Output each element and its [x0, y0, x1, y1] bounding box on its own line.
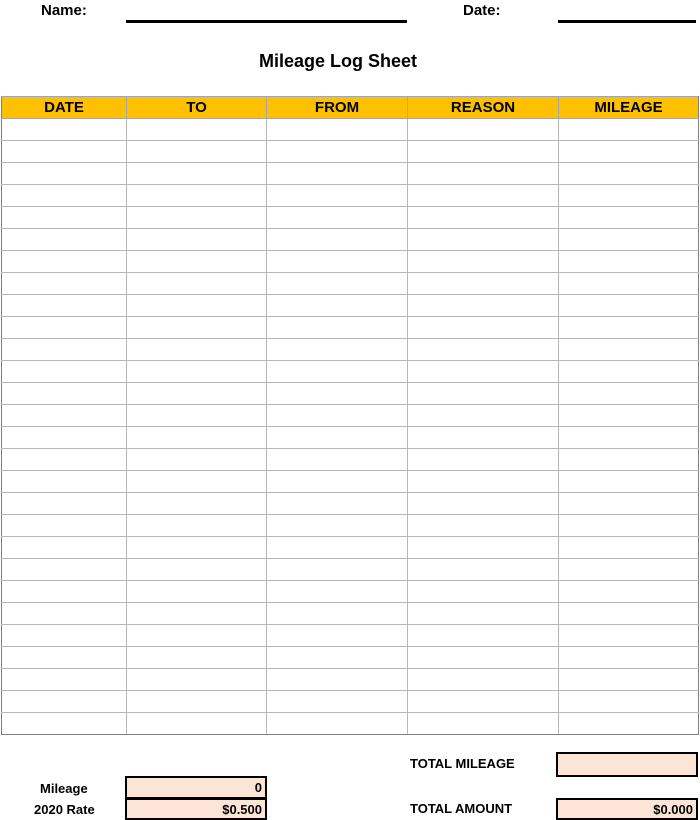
cell-reason[interactable]: [408, 163, 559, 185]
cell-mileage[interactable]: [559, 603, 699, 625]
cell-reason[interactable]: [408, 273, 559, 295]
cell-reason[interactable]: [408, 669, 559, 691]
cell-mileage[interactable]: [559, 317, 699, 339]
cell-date[interactable]: [2, 449, 127, 471]
cell-date[interactable]: [2, 251, 127, 273]
table-row: [2, 493, 699, 515]
cell-reason[interactable]: [408, 559, 559, 581]
cell-mileage[interactable]: [559, 141, 699, 163]
table-header-row: [2, 97, 699, 119]
cell-mileage[interactable]: [559, 229, 699, 251]
cell-to[interactable]: [127, 559, 267, 581]
cell-mileage[interactable]: [559, 449, 699, 471]
table-row: [2, 229, 699, 251]
cell-date[interactable]: [2, 647, 127, 669]
table-row: [2, 251, 699, 273]
cell-reason[interactable]: [408, 229, 559, 251]
cell-to[interactable]: [127, 361, 267, 383]
total-amount-value-cell[interactable]: $0.000: [556, 798, 698, 820]
cell-to[interactable]: [127, 295, 267, 317]
cell-to[interactable]: [127, 119, 267, 141]
date-label: Date:: [463, 2, 501, 19]
cell-reason[interactable]: [408, 141, 559, 163]
cell-to[interactable]: [127, 449, 267, 471]
cell-to[interactable]: [127, 581, 267, 603]
cell-mileage[interactable]: [559, 427, 699, 449]
page-title: Mileage Log Sheet: [258, 51, 418, 71]
cell-from[interactable]: [267, 559, 408, 581]
cell-to[interactable]: [127, 207, 267, 229]
cell-reason[interactable]: [408, 339, 559, 361]
cell-date[interactable]: [2, 405, 127, 427]
table-row: [2, 537, 699, 559]
cell-date[interactable]: [2, 361, 127, 383]
cell-from[interactable]: [267, 251, 408, 273]
table-row: [2, 427, 699, 449]
table-row: [2, 471, 699, 493]
cell-mileage[interactable]: [559, 515, 699, 537]
cell-date[interactable]: [2, 559, 127, 581]
date-field[interactable]: [558, 20, 696, 23]
cell-reason[interactable]: [408, 383, 559, 405]
name-field[interactable]: [126, 20, 407, 23]
cell-mileage[interactable]: [559, 361, 699, 383]
cell-reason[interactable]: [408, 471, 559, 493]
cell-from[interactable]: [267, 163, 408, 185]
cell-from[interactable]: [267, 383, 408, 405]
table-row: [2, 515, 699, 537]
cell-mileage[interactable]: [559, 559, 699, 581]
cell-from[interactable]: [267, 581, 408, 603]
cell-mileage[interactable]: [559, 273, 699, 295]
cell-reason[interactable]: [408, 625, 559, 647]
cell-to[interactable]: [127, 229, 267, 251]
cell-reason[interactable]: [408, 449, 559, 471]
cell-date[interactable]: [2, 383, 127, 405]
rate-value-cell[interactable]: $0.500: [125, 798, 267, 820]
cell-from[interactable]: [267, 537, 408, 559]
cell-mileage[interactable]: [559, 471, 699, 493]
cell-date[interactable]: [2, 515, 127, 537]
cell-reason[interactable]: [408, 713, 559, 735]
cell-reason[interactable]: [408, 581, 559, 603]
table-row: [2, 207, 699, 229]
table-row: [2, 405, 699, 427]
cell-date[interactable]: [2, 669, 127, 691]
cell-to[interactable]: [127, 383, 267, 405]
cell-from[interactable]: [267, 339, 408, 361]
cell-reason[interactable]: [408, 119, 559, 141]
table-row: [2, 317, 699, 339]
cell-reason[interactable]: [408, 405, 559, 427]
cell-to[interactable]: [127, 713, 267, 735]
cell-date[interactable]: [2, 163, 127, 185]
cell-to[interactable]: [127, 691, 267, 713]
cell-from[interactable]: [267, 273, 408, 295]
rate-label: 2020 Rate: [34, 802, 95, 817]
total-mileage-value-cell[interactable]: [556, 752, 698, 777]
cell-from[interactable]: [267, 229, 408, 251]
cell-to[interactable]: [127, 185, 267, 207]
table-row: [2, 669, 699, 691]
total-mileage-label: TOTAL MILEAGE: [410, 756, 515, 771]
cell-from[interactable]: [267, 361, 408, 383]
cell-mileage[interactable]: [559, 581, 699, 603]
cell-to[interactable]: [127, 163, 267, 185]
cell-from[interactable]: [267, 317, 408, 339]
table-row: [2, 625, 699, 647]
cell-date[interactable]: [2, 295, 127, 317]
cell-to[interactable]: [127, 273, 267, 295]
cell-from[interactable]: [267, 119, 408, 141]
cell-from[interactable]: [267, 427, 408, 449]
table-row: [2, 603, 699, 625]
cell-reason[interactable]: [408, 251, 559, 273]
cell-mileage[interactable]: [559, 493, 699, 515]
cell-date[interactable]: [2, 141, 127, 163]
cell-mileage[interactable]: [559, 537, 699, 559]
cell-reason[interactable]: [408, 317, 559, 339]
cell-from[interactable]: [267, 449, 408, 471]
table-row: [2, 185, 699, 207]
cell-to[interactable]: [127, 141, 267, 163]
cell-date[interactable]: [2, 339, 127, 361]
cell-reason[interactable]: [408, 493, 559, 515]
table-row: [2, 449, 699, 471]
column-header-mileage: MILEAGE: [559, 97, 699, 119]
column-header-to: TO: [127, 97, 267, 119]
table-row: [2, 295, 699, 317]
cell-reason[interactable]: [408, 295, 559, 317]
cell-mileage[interactable]: [559, 625, 699, 647]
cell-from[interactable]: [267, 625, 408, 647]
cell-to[interactable]: [127, 669, 267, 691]
cell-date[interactable]: [2, 713, 127, 735]
total-amount-label: TOTAL AMOUNT: [410, 801, 513, 816]
table-row: [2, 141, 699, 163]
cell-date[interactable]: [2, 229, 127, 251]
cell-date[interactable]: [2, 581, 127, 603]
table-row: [2, 163, 699, 185]
cell-mileage[interactable]: [559, 295, 699, 317]
cell-date[interactable]: [2, 537, 127, 559]
cell-to[interactable]: [127, 493, 267, 515]
cell-mileage[interactable]: [559, 163, 699, 185]
cell-mileage[interactable]: [559, 185, 699, 207]
cell-date[interactable]: [2, 207, 127, 229]
cell-date[interactable]: [2, 493, 127, 515]
cell-to[interactable]: [127, 515, 267, 537]
cell-to[interactable]: [127, 251, 267, 273]
cell-reason[interactable]: [408, 647, 559, 669]
table-row: [2, 691, 699, 713]
table-row: [2, 713, 699, 735]
cell-to[interactable]: [127, 405, 267, 427]
cell-from[interactable]: [267, 603, 408, 625]
cell-to[interactable]: [127, 625, 267, 647]
table-row: [2, 647, 699, 669]
cell-to[interactable]: [127, 537, 267, 559]
table-row: [2, 581, 699, 603]
cell-mileage[interactable]: [559, 251, 699, 273]
table-row: [2, 559, 699, 581]
cell-reason[interactable]: [408, 603, 559, 625]
cell-mileage[interactable]: [559, 691, 699, 713]
cell-to[interactable]: [127, 471, 267, 493]
cell-to[interactable]: [127, 339, 267, 361]
column-header-date: DATE: [2, 97, 127, 119]
cell-reason[interactable]: [408, 361, 559, 383]
cell-mileage[interactable]: [559, 713, 699, 735]
cell-from[interactable]: [267, 185, 408, 207]
cell-mileage[interactable]: [559, 669, 699, 691]
cell-date[interactable]: [2, 317, 127, 339]
cell-date[interactable]: [2, 273, 127, 295]
table-row: [2, 383, 699, 405]
cell-mileage[interactable]: [559, 207, 699, 229]
column-header-from: FROM: [267, 97, 408, 119]
cell-from[interactable]: [267, 647, 408, 669]
table-row: [2, 273, 699, 295]
cell-from[interactable]: [267, 713, 408, 735]
cell-from[interactable]: [267, 471, 408, 493]
cell-to[interactable]: [127, 427, 267, 449]
cell-to[interactable]: [127, 647, 267, 669]
cell-date[interactable]: [2, 603, 127, 625]
cell-to[interactable]: [127, 603, 267, 625]
cell-from[interactable]: [267, 493, 408, 515]
cell-date[interactable]: [2, 691, 127, 713]
cell-mileage[interactable]: [559, 119, 699, 141]
cell-from[interactable]: [267, 515, 408, 537]
table-row: [2, 119, 699, 141]
cell-date[interactable]: [2, 625, 127, 647]
cell-date[interactable]: [2, 185, 127, 207]
cell-mileage[interactable]: [559, 647, 699, 669]
mileage-log-table: [1, 96, 699, 735]
cell-to[interactable]: [127, 317, 267, 339]
cell-reason[interactable]: [408, 427, 559, 449]
cell-from[interactable]: [267, 691, 408, 713]
cell-date[interactable]: [2, 471, 127, 493]
mileage-label: Mileage: [40, 781, 88, 796]
name-label: Name:: [41, 2, 87, 19]
cell-date[interactable]: [2, 427, 127, 449]
cell-reason[interactable]: [408, 691, 559, 713]
cell-from[interactable]: [267, 405, 408, 427]
table-row: [2, 339, 699, 361]
cell-from[interactable]: [267, 669, 408, 691]
cell-from[interactable]: [267, 141, 408, 163]
cell-reason[interactable]: [408, 537, 559, 559]
column-header-reason: REASON: [408, 97, 559, 119]
cell-reason[interactable]: [408, 185, 559, 207]
table-row: [2, 361, 699, 383]
cell-from[interactable]: [267, 295, 408, 317]
cell-date[interactable]: [2, 119, 127, 141]
cell-reason[interactable]: [408, 207, 559, 229]
cell-mileage[interactable]: [559, 383, 699, 405]
mileage-value-cell[interactable]: 0: [125, 776, 267, 799]
cell-mileage[interactable]: [559, 405, 699, 427]
cell-reason[interactable]: [408, 515, 559, 537]
cell-mileage[interactable]: [559, 339, 699, 361]
cell-from[interactable]: [267, 207, 408, 229]
